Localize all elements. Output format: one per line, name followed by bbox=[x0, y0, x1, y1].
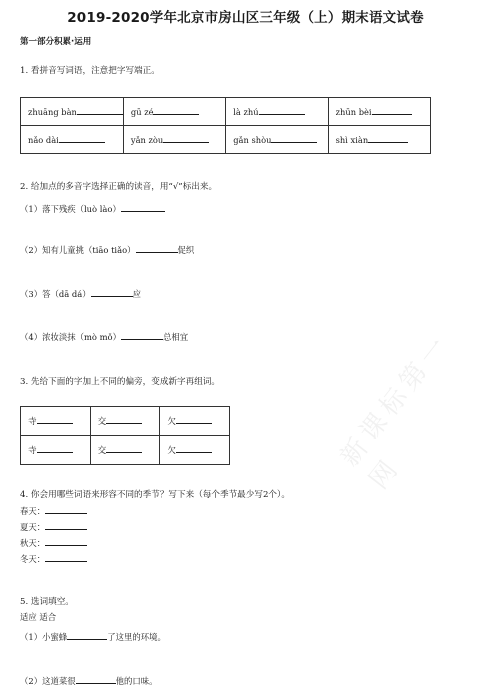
character-text: 交 bbox=[97, 417, 107, 427]
answer-blank[interactable] bbox=[45, 537, 87, 546]
pinyin-cell bbox=[123, 126, 225, 154]
season-winter bbox=[20, 553, 87, 565]
answer-blank[interactable] bbox=[67, 631, 107, 640]
pinyin-cell bbox=[226, 126, 328, 154]
item-text: （2）这道菜很 bbox=[20, 676, 76, 686]
answer-blank[interactable] bbox=[45, 521, 87, 530]
question-2-item-3 bbox=[20, 288, 141, 300]
answer-blank[interactable] bbox=[106, 444, 142, 453]
answer-blank[interactable] bbox=[153, 106, 199, 115]
question-3-prompt: 3. 先给下面的字加上不同的偏旁，变成新字再组词。 bbox=[20, 377, 220, 387]
character-text: 寺 bbox=[28, 417, 37, 427]
season-autumn bbox=[20, 537, 87, 549]
question-5-prompt: 5. 选词填空。 bbox=[20, 597, 74, 607]
pinyin-table bbox=[20, 97, 431, 154]
question-5-item-1 bbox=[20, 631, 166, 643]
pinyin-cell bbox=[226, 98, 328, 126]
item-tail: 应 bbox=[132, 289, 141, 299]
pinyin-text: là zhú bbox=[233, 107, 259, 117]
answer-blank[interactable] bbox=[121, 331, 163, 340]
pinyin-text: gǎn shòu bbox=[233, 135, 272, 145]
radical-cell bbox=[90, 436, 160, 465]
pinyin-text: zhūn bèi bbox=[335, 107, 372, 117]
table-row bbox=[21, 407, 230, 436]
item-text: （4）浓妆淡抹（mò mǒ） bbox=[20, 332, 121, 342]
item-tail: 促织 bbox=[177, 245, 195, 255]
answer-blank[interactable] bbox=[271, 134, 317, 143]
question-2-item-1 bbox=[20, 203, 165, 215]
pinyin-cell bbox=[21, 126, 124, 154]
season-label: 冬天： bbox=[20, 554, 46, 564]
character-text: 交 bbox=[97, 446, 107, 456]
table-row bbox=[21, 436, 230, 465]
radical-cell bbox=[21, 436, 91, 465]
pinyin-text: gū zé bbox=[130, 107, 154, 117]
radical-table bbox=[20, 406, 230, 465]
table-row bbox=[21, 98, 431, 126]
item-text: （1）落下残疾（luò lào） bbox=[20, 204, 121, 214]
radical-cell bbox=[160, 436, 230, 465]
question-5-item-2 bbox=[20, 675, 157, 687]
item-tail: 他的口味。 bbox=[115, 676, 158, 686]
pinyin-cell bbox=[123, 98, 225, 126]
item-text: （1）小蜜蜂 bbox=[20, 632, 68, 642]
answer-blank[interactable] bbox=[37, 444, 73, 453]
answer-blank[interactable] bbox=[259, 106, 305, 115]
pinyin-text: shì xiàn bbox=[335, 135, 369, 145]
season-label: 夏天： bbox=[20, 522, 46, 532]
word-options: 适应 适合 bbox=[20, 612, 57, 622]
pinyin-cell bbox=[328, 126, 430, 154]
answer-blank[interactable] bbox=[91, 288, 133, 297]
pinyin-text: zhuāng bàn bbox=[28, 107, 77, 117]
item-text: （2）知有儿童挑（tiāo tiǎo） bbox=[20, 245, 136, 255]
answer-blank[interactable] bbox=[121, 203, 165, 212]
radical-cell bbox=[160, 407, 230, 436]
watermark: 新课标第一网 bbox=[334, 327, 457, 495]
answer-blank[interactable] bbox=[45, 505, 87, 514]
page-title: 2019-2020学年北京市房山区三年级（上）期末语文试卷 bbox=[67, 10, 424, 26]
item-tail: 了这里的环境。 bbox=[107, 632, 166, 642]
answer-blank[interactable] bbox=[163, 134, 209, 143]
pinyin-text: nǎo dài bbox=[28, 135, 59, 145]
pinyin-cell bbox=[21, 98, 124, 126]
answer-blank[interactable] bbox=[372, 106, 412, 115]
character-text: 欠 bbox=[167, 417, 176, 427]
radical-cell bbox=[90, 407, 160, 436]
character-text: 寺 bbox=[28, 446, 37, 456]
season-label: 春天： bbox=[20, 506, 46, 516]
answer-blank[interactable] bbox=[77, 106, 123, 115]
answer-blank[interactable] bbox=[368, 134, 408, 143]
radical-cell bbox=[21, 407, 91, 436]
question-2-item-2 bbox=[20, 244, 194, 256]
item-text: （3）答（dā dá） bbox=[20, 289, 91, 299]
answer-blank[interactable] bbox=[37, 415, 73, 424]
season-spring bbox=[20, 505, 87, 517]
question-2-item-4 bbox=[20, 331, 188, 343]
answer-blank[interactable] bbox=[76, 675, 116, 684]
season-label: 秋天： bbox=[20, 538, 46, 548]
season-summer bbox=[20, 521, 87, 533]
answer-blank[interactable] bbox=[176, 415, 212, 424]
question-4-prompt: 4. 你会用哪些词语来形容不同的季节？写下来（每个季节最少写2个）。 bbox=[20, 490, 290, 500]
question-2-prompt: 2. 给加点的多音字选择正确的读音，用“√”标出来。 bbox=[20, 182, 218, 192]
character-text: 欠 bbox=[167, 446, 176, 456]
section-heading: 第一部分积累·运用 bbox=[20, 37, 92, 47]
answer-blank[interactable] bbox=[136, 244, 178, 253]
answer-blank[interactable] bbox=[106, 415, 142, 424]
item-tail: 总相宜 bbox=[162, 332, 189, 342]
pinyin-text: yǎn zòu bbox=[130, 135, 164, 145]
table-row bbox=[21, 126, 431, 154]
pinyin-cell bbox=[328, 98, 430, 126]
question-1-prompt: 1. 看拼音写词语，注意把字写端正。 bbox=[20, 66, 160, 76]
answer-blank[interactable] bbox=[59, 134, 105, 143]
answer-blank[interactable] bbox=[45, 553, 87, 562]
answer-blank[interactable] bbox=[176, 444, 212, 453]
